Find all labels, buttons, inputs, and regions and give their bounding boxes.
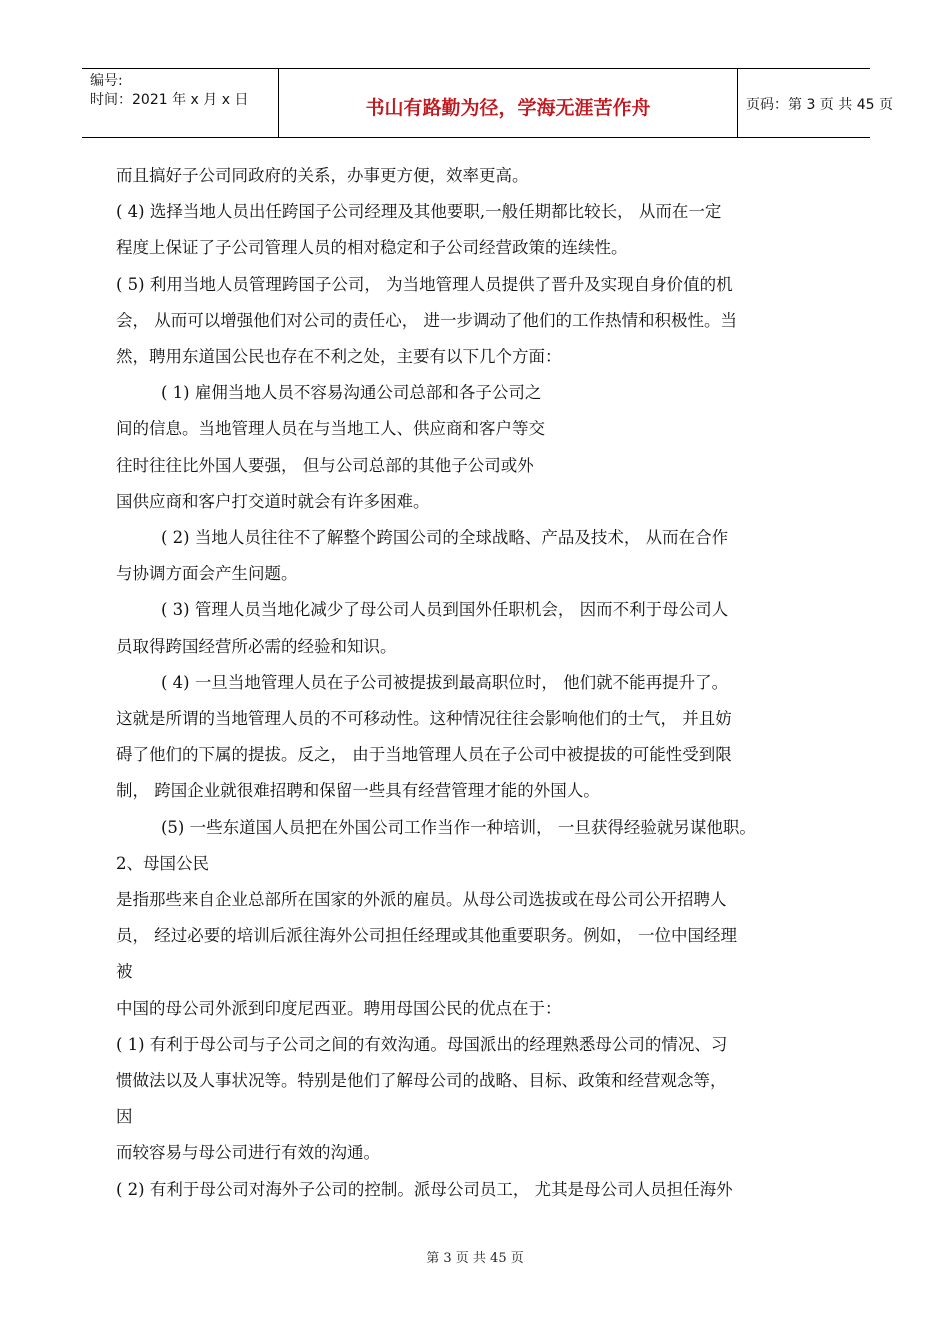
body-line: 然，聘用东道国公民也存在不利之处，主要有以下几个方面：	[116, 347, 562, 367]
page-footer: 第 3 页 共 45 页	[426, 1251, 524, 1266]
document-body	[116, 158, 840, 1208]
body-line: 因	[116, 1107, 133, 1127]
body-line: 而较容易与母公司进行有效的沟通。	[116, 1143, 380, 1163]
page-label: 页码：第 3 页 共 45 页	[746, 97, 893, 113]
body-line: (5) 一些东道国人员把在外国公司工作当作一种培训， 一旦获得经验就另谋他职。	[161, 817, 756, 837]
header-page-cell	[738, 69, 893, 137]
body-line: ( 1) 有利于母公司与子公司之间的有效沟通。母国派出的经理熟悉母公司的情况、习	[116, 1034, 728, 1054]
header-table	[82, 68, 893, 138]
motto-text: 书山有路勤为径，学海无涯苦作舟	[365, 97, 651, 119]
body-line: 员取得跨国经营所必需的经验和知识。	[116, 636, 397, 656]
body-line: 2、母国公民	[116, 853, 209, 873]
body-line: 碍了他们的下属的提拔。反之， 由于当地管理人员在子公司中被提拔的可能性受到限	[116, 745, 732, 765]
body-line: ( 2) 有利于母公司对海外子公司的控制。派母公司员工， 尤其是母公司人员担任海外	[116, 1179, 733, 1199]
body-line: 惯做法以及人事状况等。特别是他们了解母公司的战略、目标、政策和经营观念等，	[116, 1071, 727, 1091]
body-line: 是指那些来自企业总部所在国家的外派的雇员。从母公司选拔或在母公司公开招聘人	[116, 890, 727, 910]
body-line: 这就是所谓的当地管理人员的不可移动性。这种情况往往会影响他们的士气， 并且妨	[116, 709, 732, 729]
body-line: ( 2) 当地人员往往不了解整个跨国公司的全球战略、产品及技术， 从而在合作	[161, 528, 729, 548]
body-line: ( 1) 雇佣当地人员不容易沟通公司总部和各子公司之	[161, 383, 542, 403]
body-line: 往时往往比外国人要强， 但与公司总部的其他子公司或外	[116, 455, 534, 475]
body-line: ( 3) 管理人员当地化减少了母公司人员到国外任职机会， 因而不利于母公司人	[161, 600, 729, 620]
body-line: 而且搞好子公司同政府的关系，办事更方便，效率更高。	[116, 166, 529, 185]
number-label: 编号:	[90, 73, 123, 89]
body-line: 员， 经过必要的培训后派往海外公司担任经理或其他重要职务。例如， 一位中国经理	[116, 926, 737, 946]
body-line: ( 4) 一旦当地管理人员在子公司被提拔到最高职位时， 他们就不能再提升了。	[161, 672, 729, 692]
body-line: 与协调方面会产生问题。	[116, 564, 298, 584]
header-left-cell	[82, 69, 278, 137]
body-line: 间的信息。当地管理人员在与当地工人、供应商和客户等交	[116, 419, 545, 439]
body-line: 被	[116, 962, 133, 982]
body-line: 中国的母公司外派到印度尼西亚。聘用母国公民的优点在于：	[116, 998, 562, 1018]
body-line: ( 5) 利用当地人员管理跨国子公司， 为当地管理人员提供了晋升及实现自身价值的机	[116, 274, 733, 294]
date-label: 时间：2021 年 x 月 x 日	[90, 92, 249, 108]
body-line: ( 4) 选择当地人员出任跨国子公司经理及其他要职,一般任期都比较长， 从而在一定	[116, 202, 722, 222]
body-line: 程度上保证了子公司管理人员的相对稳定和子公司经营政策的连续性。	[116, 238, 628, 258]
body-line: 会， 从而可以增强他们对公司的责任心， 进一步调动了他们的工作热情和积极性。当	[116, 310, 737, 330]
body-line: 国供应商和客户打交道时就会有许多困难。	[116, 491, 430, 511]
header-motto-cell	[278, 69, 738, 137]
body-line: 制， 跨国企业就很难招聘和保留一些具有经营管理才能的外国人。	[116, 781, 600, 801]
